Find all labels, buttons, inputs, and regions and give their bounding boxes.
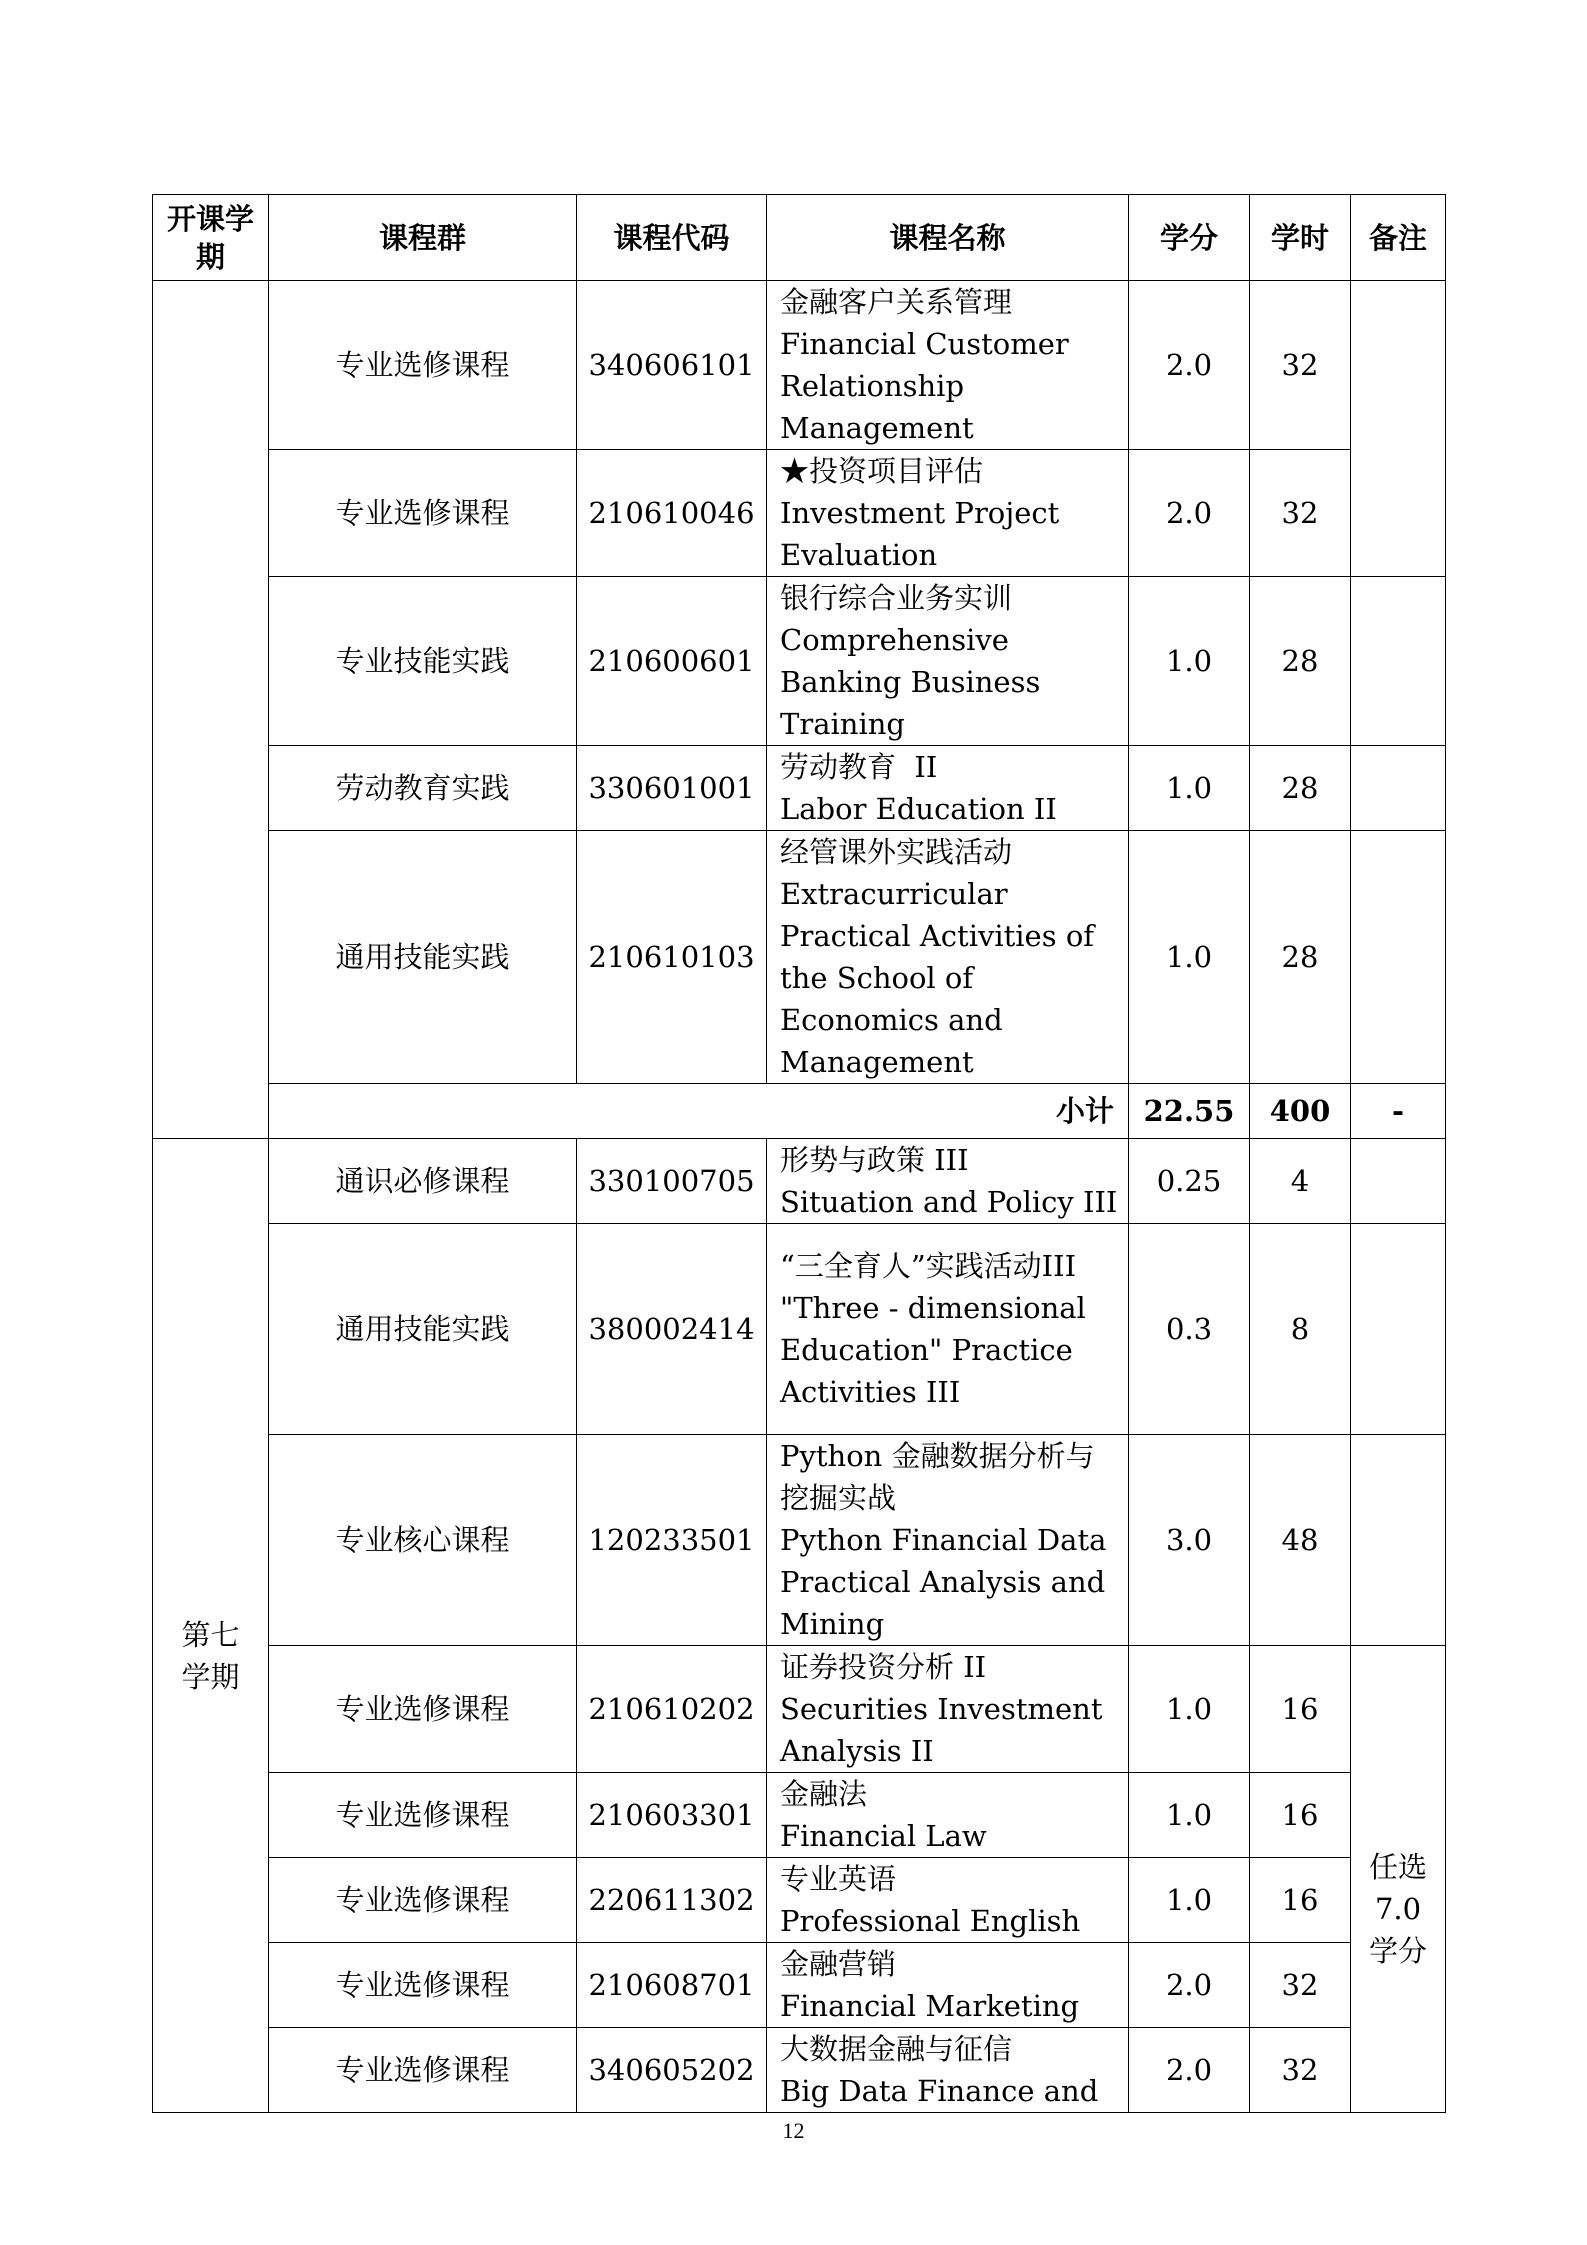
course-table — [152, 194, 1446, 2113]
header-hours: 学时 — [1250, 195, 1351, 281]
course-credit: 1.0 — [1129, 1858, 1250, 1943]
course-note — [1351, 746, 1446, 831]
header-name: 课程名称 — [767, 195, 1129, 281]
course-name-zh: 金融营销 — [780, 1947, 897, 1981]
course-group: 专业选修课程 — [269, 1773, 577, 1858]
elective-note — [1351, 1646, 1446, 2113]
course-group: 通识必修课程 — [269, 1139, 577, 1224]
course-credit: 0.25 — [1129, 1139, 1250, 1224]
course-code: 210600601 — [577, 577, 767, 746]
subtotal-hours: 400 — [1250, 1084, 1351, 1139]
course-code: 210610202 — [577, 1646, 767, 1773]
course-note — [1351, 1139, 1446, 1224]
course-name — [767, 1773, 1129, 1858]
table-row — [153, 1224, 1446, 1435]
course-name-en: Big Data Finance and — [780, 2074, 1099, 2108]
course-name — [767, 281, 1129, 450]
table-row — [153, 1773, 1446, 1858]
course-name-en: Extracurricular Practical Activities of the School of Economics and Management — [780, 877, 1095, 1079]
table-row — [153, 577, 1446, 746]
header-credit: 学分 — [1129, 195, 1250, 281]
course-hours: 32 — [1250, 450, 1351, 577]
course-hours: 4 — [1250, 1139, 1351, 1224]
course-group: 通用技能实践 — [269, 831, 577, 1084]
course-name-zh: 形势与政策 III — [780, 1143, 969, 1177]
course-name-zh: ★投资项目评估 — [780, 454, 984, 488]
course-name-zh: Python 金融数据分析与挖掘实战 — [780, 1439, 1095, 1515]
course-credit: 0.3 — [1129, 1224, 1250, 1435]
course-note — [1351, 577, 1446, 746]
table-row — [153, 450, 1446, 577]
course-name — [767, 1646, 1129, 1773]
header-group: 课程群 — [269, 195, 577, 281]
course-code: 330601001 — [577, 746, 767, 831]
course-credit: 1.0 — [1129, 1773, 1250, 1858]
course-hours: 32 — [1250, 2028, 1351, 2113]
course-code: 210610046 — [577, 450, 767, 577]
header-semester: 开课学期 — [153, 195, 269, 281]
course-group: 专业选修课程 — [269, 281, 577, 450]
course-code: 330100705 — [577, 1139, 767, 1224]
course-note — [1351, 281, 1446, 577]
course-hours: 16 — [1250, 1773, 1351, 1858]
course-name-en: Investment Project Evaluation — [780, 496, 1060, 572]
course-code: 210603301 — [577, 1773, 767, 1858]
elective-note-text: 任选7.0学分 — [1369, 1850, 1428, 1968]
course-credit: 1.0 — [1129, 831, 1250, 1084]
course-group: 专业选修课程 — [269, 1943, 577, 2028]
course-hours: 32 — [1250, 281, 1351, 450]
table-row — [153, 1858, 1446, 1943]
course-name-zh: 专业英语 — [780, 1862, 897, 1896]
course-name — [767, 831, 1129, 1084]
table-row — [153, 1943, 1446, 2028]
course-hours: 32 — [1250, 1943, 1351, 2028]
course-credit: 2.0 — [1129, 281, 1250, 450]
table-row — [153, 1435, 1446, 1646]
course-credit: 2.0 — [1129, 2028, 1250, 2113]
table-row — [153, 746, 1446, 831]
course-name-en: Financial Marketing — [780, 1989, 1080, 2023]
course-group: 专业选修课程 — [269, 1646, 577, 1773]
course-code: 380002414 — [577, 1224, 767, 1435]
table-row — [153, 831, 1446, 1084]
course-name-zh: 证券投资分析 II — [780, 1650, 987, 1684]
course-group: 专业选修课程 — [269, 450, 577, 577]
course-name-zh: 经管课外实践活动 — [780, 835, 1013, 869]
course-code: 210608701 — [577, 1943, 767, 2028]
course-group: 专业技能实践 — [269, 577, 577, 746]
subtotal-note: - — [1351, 1084, 1446, 1139]
course-note — [1351, 1224, 1446, 1435]
course-credit: 1.0 — [1129, 577, 1250, 746]
course-hours: 8 — [1250, 1224, 1351, 1435]
course-name-en: Financial Customer Relationship Management — [780, 327, 1069, 445]
course-name-en: Securities Investment Analysis II — [780, 1692, 1103, 1768]
course-name — [767, 1435, 1129, 1646]
header-row — [153, 195, 1446, 281]
course-code: 340606101 — [577, 281, 767, 450]
course-name-zh: 大数据金融与征信 — [780, 2032, 1013, 2066]
course-code: 220611302 — [577, 1858, 767, 1943]
course-group: 专业选修课程 — [269, 1858, 577, 1943]
course-name — [767, 1943, 1129, 2028]
course-hours: 28 — [1250, 831, 1351, 1084]
course-name — [767, 746, 1129, 831]
course-hours: 28 — [1250, 577, 1351, 746]
table-row — [153, 2028, 1446, 2113]
course-group: 通用技能实践 — [269, 1224, 577, 1435]
course-note — [1351, 1435, 1446, 1646]
course-code: 120233501 — [577, 1435, 767, 1646]
course-name-zh: “三全育人”实践活动III — [780, 1249, 1077, 1283]
course-name-en: Python Financial Data Practical Analysis and Mining — [780, 1523, 1107, 1641]
course-name — [767, 1139, 1129, 1224]
table-row — [153, 1139, 1446, 1224]
course-name — [767, 2028, 1129, 2113]
subtotal-row — [153, 1084, 1446, 1139]
course-hours: 16 — [1250, 1858, 1351, 1943]
header-code: 课程代码 — [577, 195, 767, 281]
course-name-en: Financial Law — [780, 1819, 987, 1853]
course-note — [1351, 831, 1446, 1084]
course-name-zh: 银行综合业务实训 — [780, 581, 1013, 615]
course-credit: 2.0 — [1129, 1943, 1250, 2028]
course-name-en: Comprehensive Banking Business Training — [780, 623, 1041, 741]
course-group: 专业核心课程 — [269, 1435, 577, 1646]
course-name-en: Professional English — [780, 1904, 1081, 1938]
course-name — [767, 1224, 1129, 1435]
course-credit: 1.0 — [1129, 1646, 1250, 1773]
semester-label-text: 第七学期 — [181, 1617, 240, 1694]
course-name-zh: 金融客户关系管理 — [780, 285, 1013, 319]
course-hours: 28 — [1250, 746, 1351, 831]
course-name-en: "Three - dimensional Education" Practice Activities III — [780, 1291, 1086, 1409]
course-hours: 16 — [1250, 1646, 1351, 1773]
subtotal-credit: 22.55 — [1129, 1084, 1250, 1139]
course-name-zh: 金融法 — [780, 1777, 868, 1811]
course-hours: 48 — [1250, 1435, 1351, 1646]
course-credit: 3.0 — [1129, 1435, 1250, 1646]
table-row — [153, 281, 1446, 450]
course-code: 210610103 — [577, 831, 767, 1084]
header-note: 备注 — [1351, 195, 1446, 281]
course-name — [767, 1858, 1129, 1943]
semester-label — [153, 1139, 269, 2113]
course-name-zh: 劳动教育 II — [780, 750, 938, 784]
course-name-en: Labor Education II — [780, 792, 1057, 826]
table-row — [153, 1646, 1446, 1773]
course-credit: 2.0 — [1129, 450, 1250, 577]
course-credit: 1.0 — [1129, 746, 1250, 831]
course-group: 专业选修课程 — [269, 2028, 577, 2113]
page-number: 12 — [782, 2118, 805, 2143]
course-group: 劳动教育实践 — [269, 746, 577, 831]
subtotal-label: 小计 — [269, 1084, 1129, 1139]
course-code: 340605202 — [577, 2028, 767, 2113]
semester-cell-empty — [153, 281, 269, 1139]
course-name — [767, 450, 1129, 577]
course-name-en: Situation and Policy III — [780, 1185, 1118, 1219]
course-name — [767, 577, 1129, 746]
